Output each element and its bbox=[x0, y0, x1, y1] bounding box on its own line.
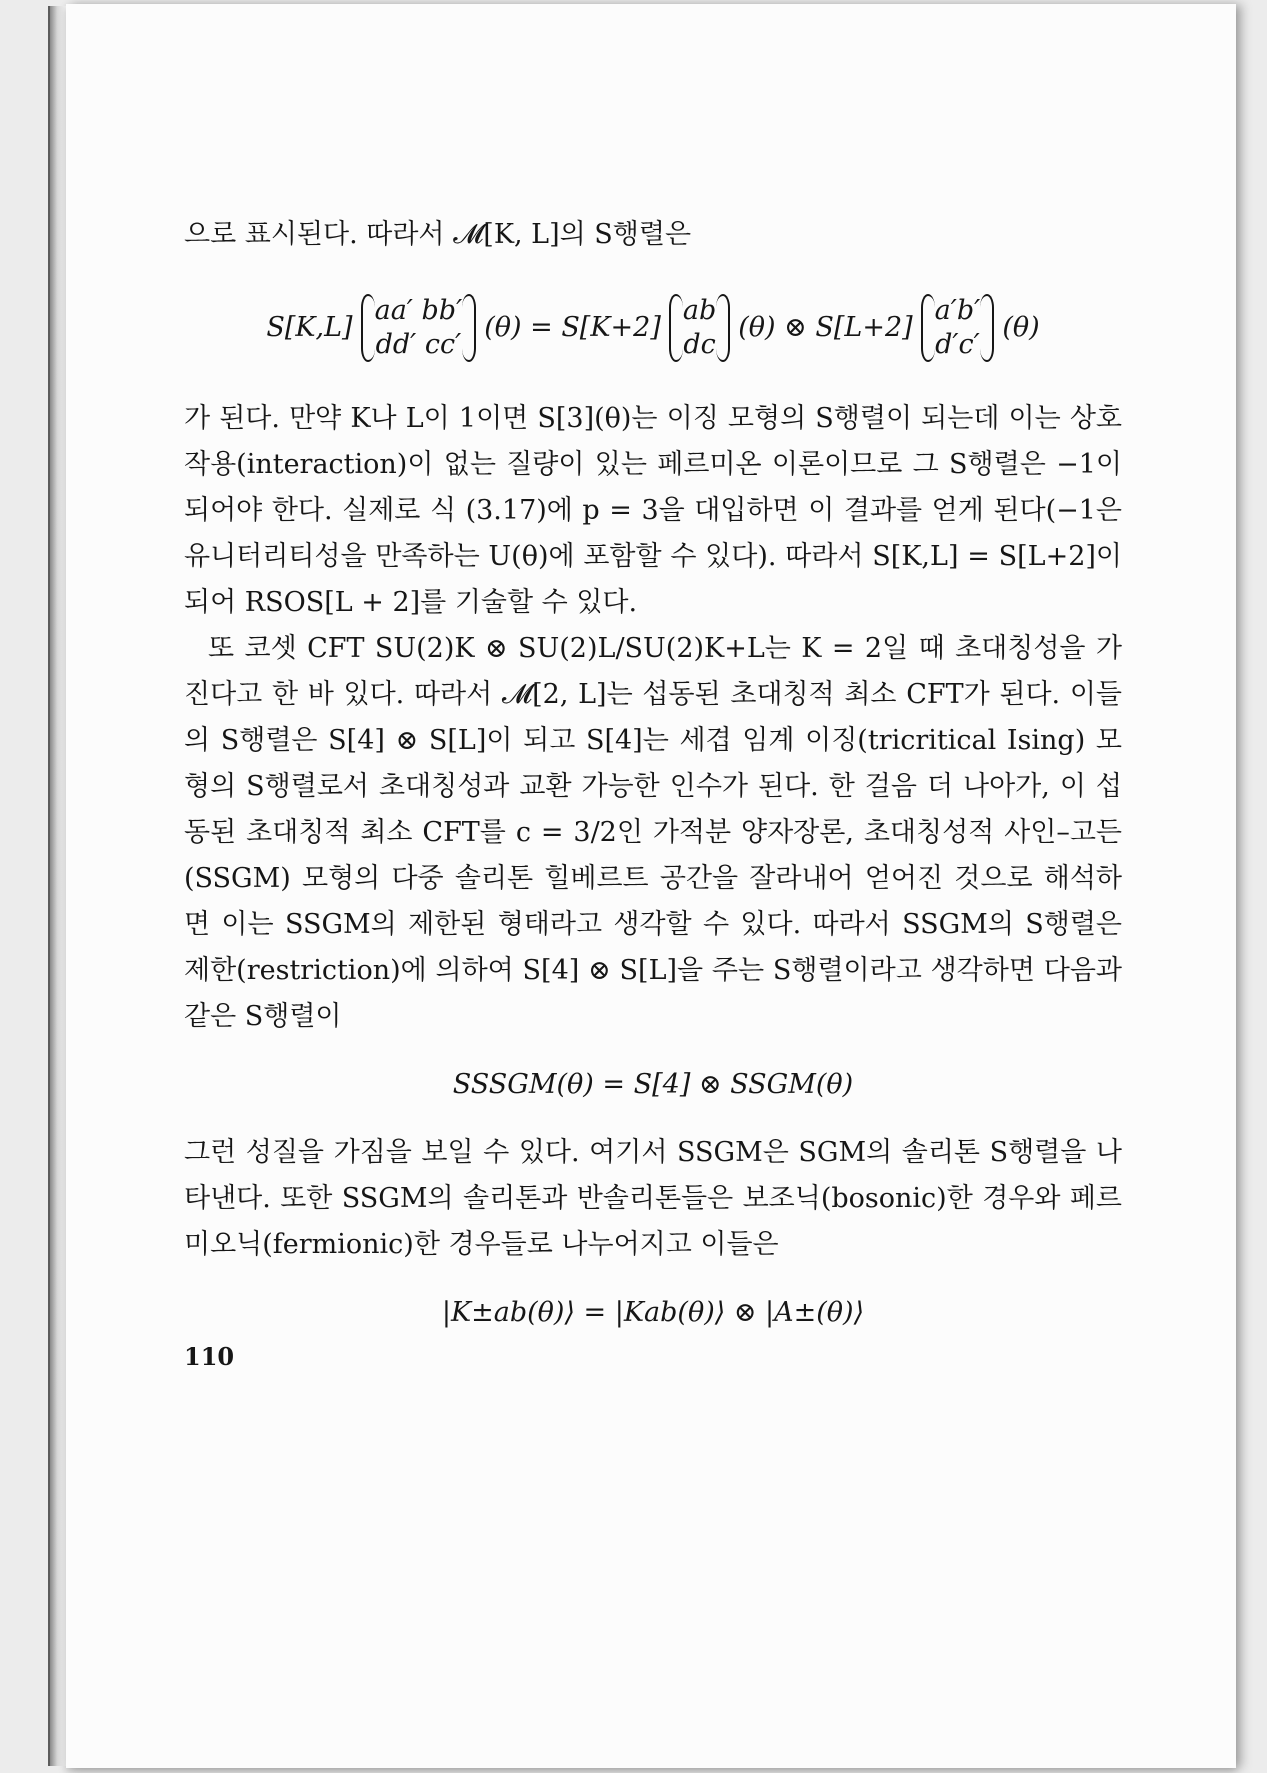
eq-lhs: S[K,L] bbox=[266, 312, 353, 343]
page-content bbox=[184, 212, 1122, 1358]
matrix-rhs bbox=[921, 294, 995, 362]
matrix-row: d′c′ bbox=[935, 329, 980, 360]
eq-term: (θ) ⊗ S[L+2] bbox=[738, 312, 913, 343]
matrix-row: dd′ cc′ bbox=[375, 329, 462, 360]
matrix-row: a′b′ bbox=[934, 295, 981, 326]
matrix-mid bbox=[669, 294, 730, 362]
equation-ssgm: SSSGM(θ) = S[4] ⊗ SSGM(θ) bbox=[452, 1069, 854, 1100]
equation-kink-state: |K±ab(θ)⟩ = |Kab(θ)⟩ ⊗ |A±(θ)⟩ bbox=[441, 1297, 865, 1328]
matrix-row: dc bbox=[683, 329, 716, 360]
text-line: 으로 표시된다. 따라서 𝓜[K, L]의 S행렬은 bbox=[184, 219, 692, 250]
eq-term: (θ) bbox=[1002, 312, 1040, 343]
equation-s-matrix bbox=[184, 278, 1122, 378]
matrix-row: aa′ bb′ bbox=[374, 295, 463, 326]
paragraph: 가 된다. 만약 K나 L이 1이면 S[3](θ)는 이징 모형의 S행렬이 되는데 이는 상호작용(interaction)이 없는 질량이 있는 페르미온 이론이므로 그 S행렬은 −1이 되어야 한다. 실제로 식 (3.17)에 p = 3을 대입하면 이 결과를 얻게 된다(−1은 유니터리티성을 만족하는 U(θ)에 포함할 수 있다). 따라서 S[K,L] = S[L+2]이 되어 RSOS[L + 2]를 기술할 수 있다. bbox=[184, 403, 1122, 618]
book-page-edge bbox=[48, 6, 68, 1766]
matrix-row: ab bbox=[682, 295, 717, 326]
eq-term: (θ) = S[K+2] bbox=[484, 312, 661, 343]
page-number: 110 bbox=[184, 1342, 235, 1371]
paragraph: 또 코셋 CFT SU(2)K ⊗ SU(2)L/SU(2)K+L는 K = 2일 때 초대칭성을 가진다고 한 바 있다. 따라서 𝓜[2, L]는 섭동된 초대칭적 최소 CFT가 된다. 이들의 S행렬은 S[4] ⊗ S[L]이 되고 S[4]는 세겹 임계 이징(tricritical Ising) 모형의 S행렬로서 초대칭성과 교환 가능한 인수가 된다. 한 걸음 더 나아가, 이 섭동된 초대칭적 최소 CFT를 c = 3/2인 가적분 양자장론, 초대칭성적 사인–고든(SSGM) 모형의 다중 솔리톤 힐베르트 공간을 잘라내어 얻어진 것으로 해석하면 이는 SSGM의 제한된 형태라고 생각할 수 있다. 따라서 SSGM의 S행렬은 제한(restriction)에 의하여 S[4] ⊗ S[L]을 주는 S행렬이라고 생각하면 다음과 같은 S행렬이 bbox=[184, 633, 1122, 1032]
matrix-lhs bbox=[361, 294, 477, 362]
paragraph: 그런 성질을 가짐을 보일 수 있다. 여기서 SSGM은 SGM의 솔리톤 S행렬을 나타낸다. 또한 SSGM의 솔리톤과 반솔리톤들은 보조닉(bosonic)한 경우와 페르미오닉(fermionic)한 경우들로 나누어지고 이들은 bbox=[184, 1137, 1122, 1260]
